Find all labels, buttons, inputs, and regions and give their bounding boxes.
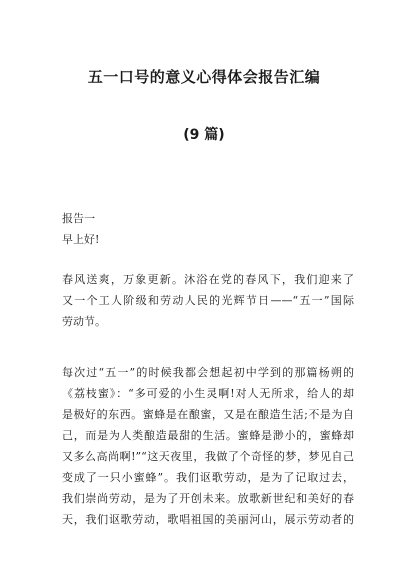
paragraph-line: 变成了一只小蜜蜂”。我们讴歌劳动，是为了记取过去， <box>62 471 354 484</box>
document-title: 五一口号的意义心得体会报告汇编 <box>87 68 321 86</box>
greeting-block <box>62 208 354 250</box>
greeting-text: 早上好! <box>62 233 100 246</box>
section-label: 报告一 <box>62 212 95 225</box>
paragraph-line: 又一个工人阶级和劳动人民的光辉节日——“五一”国际 <box>62 294 354 307</box>
paragraph-line: 天，我们讴歌劳动，歌唱祖国的美丽河山，展示劳动者的 <box>62 513 354 526</box>
paragraph-line: 《荔枝蜜》：“多可爱的小生灵啊!对人无所求，给人的却 <box>62 387 354 400</box>
paragraph-line: 每次过“五一”的时候我都会想起初中学到的那篇杨朔的 <box>62 366 354 379</box>
paragraph-line: 又多么高尚啊!”“这天夜里，我做了个奇怪的梦，梦见自己 <box>62 450 354 463</box>
paragraph <box>62 269 354 332</box>
paragraph-line: 己，而是为人类酿造最甜的生活。蜜蜂是渺小的，蜜蜂却 <box>62 429 354 442</box>
paragraph-line: 劳动节。 <box>62 315 106 328</box>
paragraph-line: 我们崇尚劳动，是为了开创未来。放歌新世纪和美好的春 <box>62 492 354 505</box>
document-subtitle: (9 篇) <box>183 127 225 143</box>
paragraph <box>62 362 354 530</box>
paragraph-line: 春风送爽，万象更新。沐浴在党的春风下，我们迎来了 <box>62 273 354 286</box>
paragraph-line: 是极好的东西。蜜蜂是在酿蜜，又是在酿造生活;不是为自 <box>62 408 354 421</box>
